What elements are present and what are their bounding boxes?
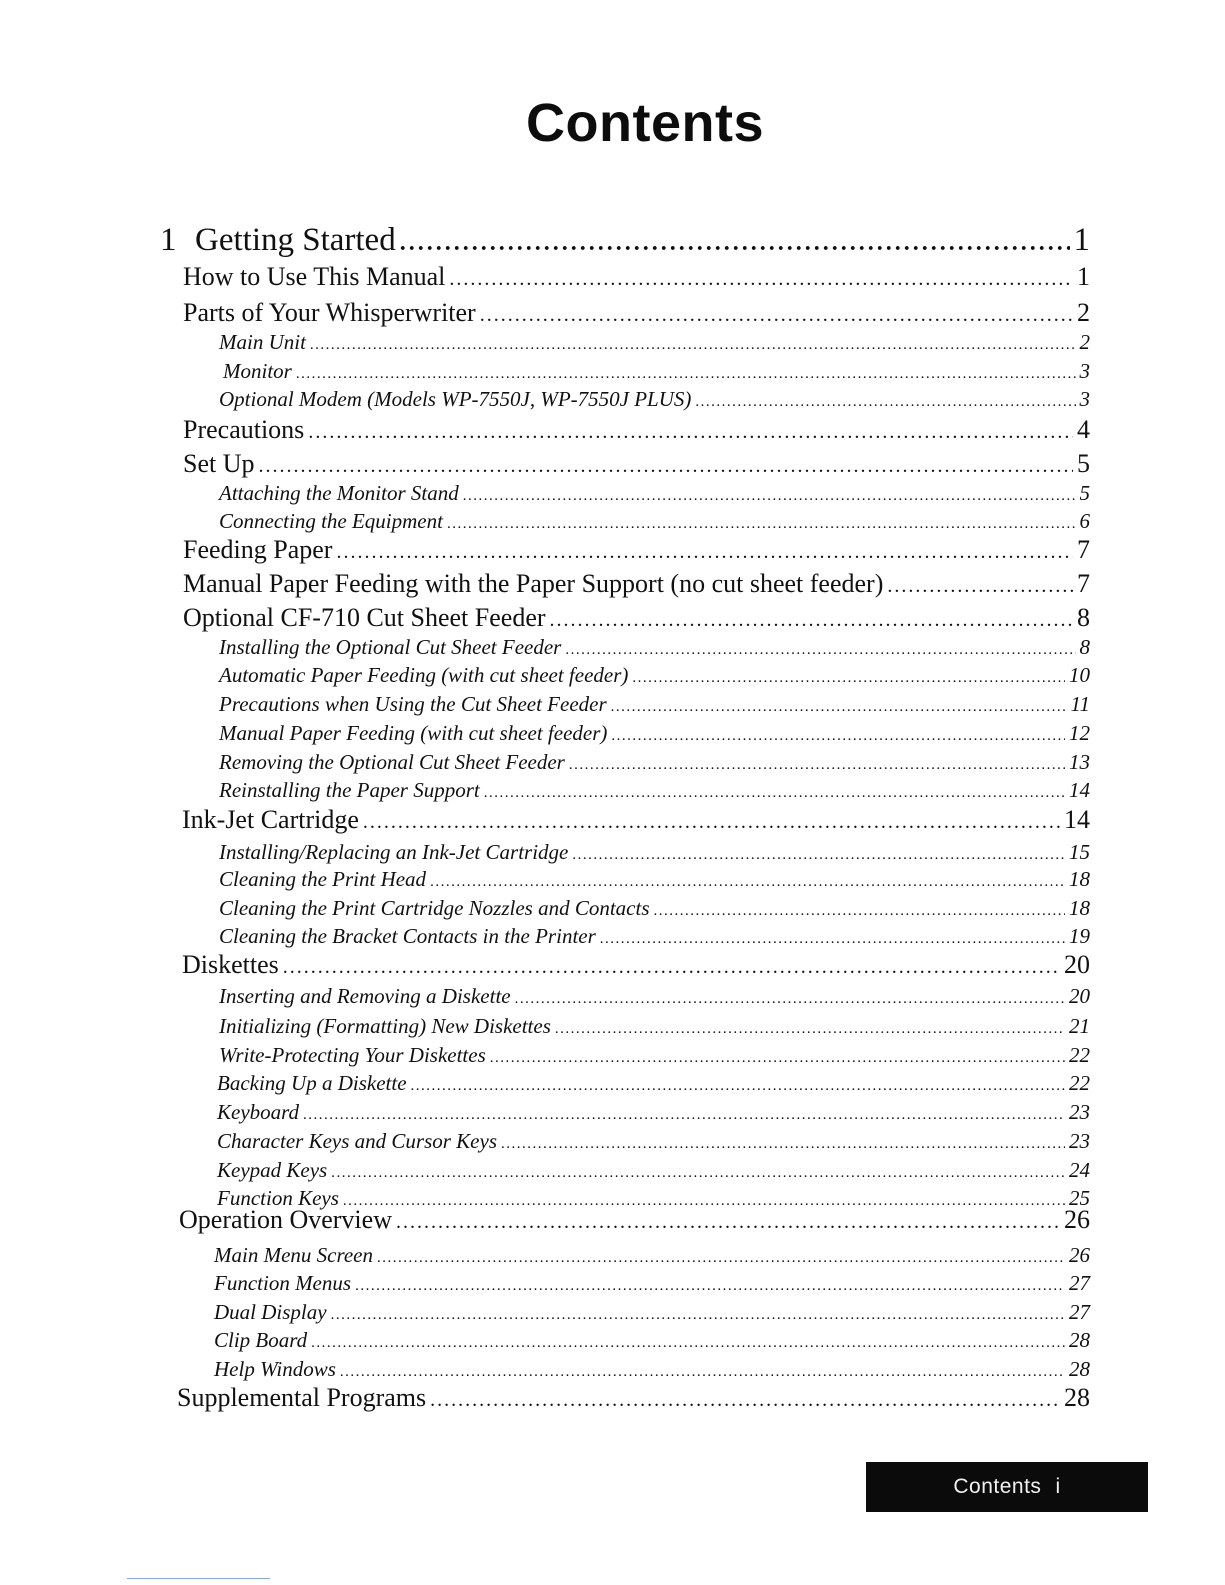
toc-dot-leader bbox=[550, 609, 1073, 632]
toc-entry-label: Clip Board bbox=[214, 1328, 308, 1352]
toc-entry-label: Optional Modem (Models WP-7550J, WP-7550J PLUS) bbox=[219, 387, 692, 411]
toc-entry-label: Backing Up a Diskette bbox=[217, 1071, 407, 1095]
toc-dot-leader bbox=[377, 1250, 1065, 1267]
toc-page-number: 28 bbox=[1069, 1357, 1090, 1381]
toc-entry-label: Write-Protecting Your Diskettes bbox=[219, 1043, 486, 1067]
toc-page-number: 27 bbox=[1069, 1300, 1090, 1324]
toc-dot-leader bbox=[303, 1107, 1065, 1124]
toc-subsection-entry bbox=[219, 509, 1090, 534]
toc-subsection-entry bbox=[219, 663, 1090, 688]
toc-subsection-entry bbox=[219, 387, 1090, 412]
toc-page-number: 20 bbox=[1069, 984, 1090, 1008]
toc-dot-leader bbox=[331, 1165, 1065, 1182]
toc-page-number: 22 bbox=[1069, 1043, 1090, 1067]
toc-chapter-number: 1 bbox=[160, 222, 177, 258]
toc-dot-leader bbox=[695, 394, 1075, 411]
toc-subsection-entry bbox=[217, 1158, 1090, 1183]
toc-entry-label: Help Windows bbox=[214, 1357, 336, 1381]
toc-dot-leader bbox=[310, 337, 1076, 354]
toc-page-number: 27 bbox=[1069, 1271, 1090, 1295]
toc-entry-label: Reinstalling the Paper Support bbox=[219, 778, 480, 802]
toc-entry-label: Ink-Jet Cartridge bbox=[182, 805, 359, 834]
toc-page-number: 7 bbox=[1077, 535, 1090, 564]
toc-entry-label: Installing/Replacing an Ink-Jet Cartridge bbox=[219, 840, 569, 864]
toc-dot-leader bbox=[555, 1021, 1065, 1038]
toc-entry-label: Keyboard bbox=[217, 1100, 300, 1124]
toc-section-entry bbox=[183, 569, 1090, 599]
toc-entry-label: Function Menus bbox=[214, 1271, 352, 1295]
toc-dot-leader bbox=[632, 670, 1065, 687]
toc-entry-label: Optional CF-710 Cut Sheet Feeder bbox=[183, 603, 546, 632]
toc-page-number: 25 bbox=[1069, 1186, 1090, 1210]
footer-page-number: i bbox=[1055, 1475, 1061, 1498]
toc-subsection-entry bbox=[214, 1243, 1090, 1268]
toc-page-number: 4 bbox=[1077, 415, 1090, 444]
toc-section-entry bbox=[183, 603, 1090, 633]
toc-entry-label: Cleaning the Bracket Contacts in the Printer bbox=[219, 924, 596, 948]
toc-dot-leader bbox=[480, 304, 1073, 327]
toc-dot-leader bbox=[654, 903, 1065, 920]
toc-subsection-entry bbox=[217, 1129, 1090, 1154]
toc-subsection-entry bbox=[214, 1328, 1090, 1353]
toc-entry-label: Removing the Optional Cut Sheet Feeder bbox=[219, 750, 565, 774]
toc-dot-leader bbox=[572, 847, 1065, 864]
toc-entry-label: Cleaning the Print Cartridge Nozzles and Contacts bbox=[219, 896, 650, 920]
toc-dot-leader bbox=[490, 1050, 1065, 1067]
toc-page-number: 11 bbox=[1070, 692, 1090, 716]
toc-page-number: 23 bbox=[1069, 1100, 1090, 1124]
toc-page-number: 22 bbox=[1069, 1071, 1090, 1095]
toc-page-number: 23 bbox=[1069, 1129, 1090, 1153]
toc-page-number: 18 bbox=[1069, 867, 1090, 891]
toc-entry-label: Main Unit bbox=[219, 330, 306, 354]
toc-dot-leader bbox=[447, 516, 1076, 533]
toc-page-number: 1 bbox=[1073, 222, 1090, 258]
toc-page-number: 5 bbox=[1077, 449, 1090, 478]
toc-entry-label: Main Menu Screen bbox=[214, 1243, 373, 1267]
toc-entry-label: Dual Display bbox=[214, 1300, 327, 1324]
toc-subsection-entry bbox=[217, 1071, 1090, 1096]
toc-subsection-entry bbox=[219, 721, 1090, 746]
toc-dot-leader bbox=[396, 1211, 1060, 1234]
toc-subsection-entry bbox=[219, 692, 1090, 717]
toc-page-number: 2 bbox=[1079, 330, 1090, 354]
toc-subsection-entry bbox=[219, 924, 1090, 949]
toc-page-number: 20 bbox=[1064, 950, 1090, 979]
toc-chapter-entry bbox=[160, 222, 1090, 259]
toc-subsection-entry bbox=[219, 1014, 1090, 1039]
toc-subsection-entry bbox=[217, 1100, 1090, 1125]
toc-section-entry bbox=[183, 298, 1090, 328]
toc-dot-leader bbox=[565, 642, 1075, 659]
toc-dot-leader bbox=[308, 421, 1073, 444]
toc-entry-label: Parts of Your Whisperwriter bbox=[183, 298, 476, 327]
toc-section-entry bbox=[177, 1383, 1090, 1413]
toc-entry-label: Function Keys bbox=[217, 1186, 339, 1210]
toc-dot-leader bbox=[363, 811, 1060, 834]
toc-subsection-entry bbox=[219, 330, 1090, 355]
toc-dot-leader bbox=[600, 931, 1065, 948]
toc-dot-leader bbox=[283, 956, 1060, 979]
toc-dot-leader bbox=[331, 1307, 1065, 1324]
toc-page-number: 26 bbox=[1069, 1243, 1090, 1267]
toc-entry-label: How to Use This Manual bbox=[183, 262, 446, 291]
toc-entry-label: Diskettes bbox=[182, 950, 279, 979]
toc-subsection-entry bbox=[214, 1300, 1090, 1325]
toc-entry-label: Automatic Paper Feeding (with cut sheet feeder) bbox=[219, 663, 629, 687]
toc-section-entry bbox=[183, 535, 1090, 565]
toc-subsection-entry bbox=[219, 481, 1090, 506]
toc-section-entry bbox=[183, 415, 1090, 445]
toc-dot-leader bbox=[887, 575, 1073, 598]
toc-page-number: 14 bbox=[1069, 778, 1090, 802]
toc-page-number: 6 bbox=[1079, 509, 1090, 533]
toc-page-number: 3 bbox=[1079, 387, 1090, 411]
toc-subsection-entry bbox=[214, 1271, 1090, 1296]
toc-dot-leader bbox=[296, 366, 1076, 383]
footer-section-label: Contents bbox=[953, 1475, 1042, 1498]
toc-dot-leader bbox=[449, 268, 1073, 291]
toc-dot-leader bbox=[340, 1364, 1065, 1381]
toc-entry-label: Initializing (Formatting) New Diskettes bbox=[219, 1014, 551, 1038]
toc-page-number: 7 bbox=[1077, 569, 1090, 598]
page-title: Contents bbox=[526, 93, 764, 153]
toc-entry-label: Feeding Paper bbox=[183, 535, 333, 564]
toc-subsection-entry bbox=[214, 1357, 1090, 1382]
toc-entry-label: Manual Paper Feeding with the Paper Support (no cut sheet feeder) bbox=[183, 569, 884, 598]
toc-entry-label: Set Up bbox=[183, 449, 255, 478]
toc-subsection-entry bbox=[219, 635, 1090, 660]
toc-page-number: 14 bbox=[1064, 805, 1090, 834]
toc-subsection-entry bbox=[219, 896, 1090, 921]
toc-entry-label: Manual Paper Feeding (with cut sheet feeder) bbox=[219, 721, 608, 745]
toc-page-number: 3 bbox=[1079, 359, 1090, 383]
bottom-rule bbox=[127, 1578, 270, 1579]
toc-entry-label: Character Keys and Cursor Keys bbox=[217, 1129, 497, 1153]
toc-entry-label: Installing the Optional Cut Sheet Feeder bbox=[219, 635, 562, 659]
toc-page-number: 5 bbox=[1079, 481, 1090, 505]
toc-page-number: 26 bbox=[1064, 1205, 1090, 1234]
toc-subsection-entry bbox=[219, 778, 1090, 803]
toc-page-number: 2 bbox=[1077, 298, 1090, 327]
toc-entry-label: Getting Started bbox=[195, 222, 396, 258]
toc-dot-leader bbox=[411, 1078, 1065, 1095]
toc-dot-leader bbox=[611, 728, 1065, 745]
toc-entry-label: Precautions when Using the Cut Sheet Feeder bbox=[219, 692, 607, 716]
toc-subsection-entry bbox=[219, 984, 1090, 1009]
toc-page-number: 19 bbox=[1069, 924, 1090, 948]
toc-subsection-entry bbox=[219, 840, 1090, 865]
toc-subsection-entry bbox=[219, 867, 1090, 892]
toc-page-number: 1 bbox=[1077, 262, 1090, 291]
toc-page-number: 18 bbox=[1069, 896, 1090, 920]
toc-dot-leader bbox=[400, 230, 1070, 257]
toc-dot-leader bbox=[501, 1136, 1065, 1153]
toc-subsection-entry bbox=[219, 1043, 1090, 1068]
toc-dot-leader bbox=[569, 757, 1065, 774]
toc-page-number: 15 bbox=[1069, 840, 1090, 864]
toc-dot-leader bbox=[430, 1389, 1060, 1412]
toc-dot-leader bbox=[515, 991, 1065, 1008]
toc-page-number: 12 bbox=[1069, 721, 1090, 745]
toc-dot-leader bbox=[259, 455, 1074, 478]
toc-page-number: 10 bbox=[1069, 663, 1090, 687]
toc-dot-leader bbox=[611, 699, 1067, 716]
toc-dot-leader bbox=[311, 1335, 1065, 1352]
toc-entry-label: Monitor bbox=[223, 359, 292, 383]
toc-entry-label: Supplemental Programs bbox=[177, 1383, 427, 1412]
toc-section-entry bbox=[179, 1205, 1090, 1235]
toc-section-entry bbox=[183, 449, 1090, 479]
toc-entry-label: Attaching the Monitor Stand bbox=[219, 481, 459, 505]
toc-entry-label: Operation Overview bbox=[179, 1205, 392, 1234]
toc-entry-label: Connecting the Equipment bbox=[219, 509, 443, 533]
toc-page-number: 21 bbox=[1069, 1014, 1090, 1038]
toc-section-entry bbox=[182, 950, 1090, 980]
toc-page-number: 28 bbox=[1064, 1383, 1090, 1412]
toc-section-entry bbox=[182, 805, 1090, 835]
toc-page-number: 28 bbox=[1069, 1328, 1090, 1352]
toc-page-number: 8 bbox=[1079, 635, 1090, 659]
toc-dot-leader bbox=[355, 1278, 1065, 1295]
toc-subsection-entry bbox=[223, 359, 1090, 384]
toc-page-number: 8 bbox=[1077, 603, 1090, 632]
toc-dot-leader bbox=[484, 785, 1065, 802]
toc-page-number: 13 bbox=[1069, 750, 1090, 774]
toc-subsection-entry bbox=[219, 750, 1090, 775]
page-footer-badge bbox=[866, 1462, 1148, 1512]
toc-entry-label: Precautions bbox=[183, 415, 305, 444]
toc-entry-label: Keypad Keys bbox=[217, 1158, 328, 1182]
toc-entry-label: Cleaning the Print Head bbox=[219, 867, 427, 891]
toc-page-number: 24 bbox=[1069, 1158, 1090, 1182]
toc-section-entry bbox=[183, 262, 1090, 292]
toc-entry-label: Inserting and Removing a Diskette bbox=[219, 984, 511, 1008]
toc-dot-leader bbox=[430, 874, 1065, 891]
toc-dot-leader bbox=[463, 488, 1076, 505]
toc-dot-leader bbox=[336, 541, 1073, 564]
